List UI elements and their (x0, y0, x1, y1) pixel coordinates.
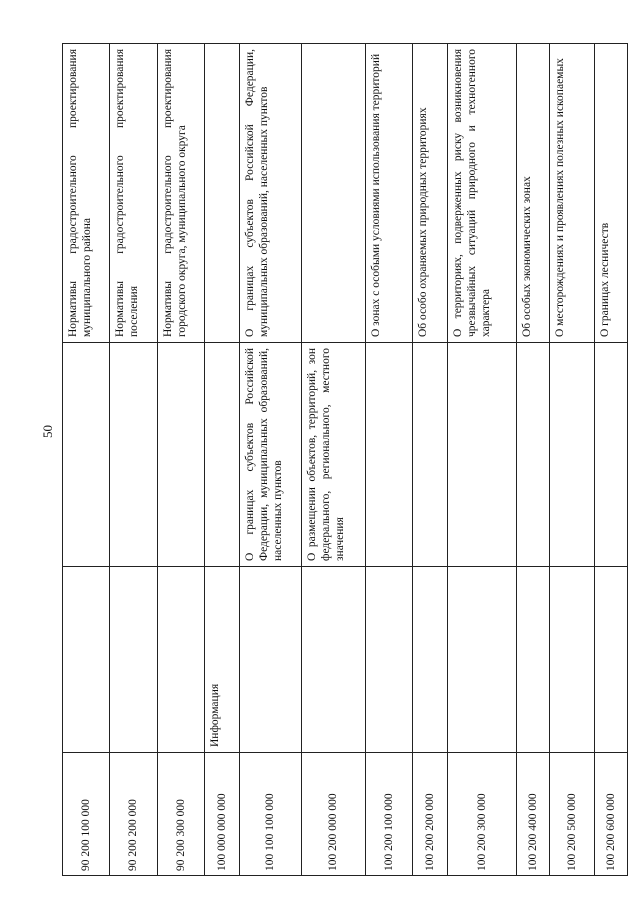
doc-cell: О месторождениях и проявлениях полезных ископаемых (549, 44, 594, 343)
doc-cell: Об особо охраняемых природных территориях (412, 44, 447, 343)
doc-cell (204, 44, 239, 343)
table-row (448, 44, 517, 876)
code-cell: 100 200 200 000 (412, 753, 447, 876)
info-cell (204, 343, 239, 567)
page-number: 50 (40, 425, 55, 438)
code-cell: 100 200 100 000 (365, 753, 412, 876)
name-cell (549, 567, 594, 753)
code-cell: 100 200 500 000 (549, 753, 594, 876)
info-cell (448, 343, 517, 567)
table-row (516, 44, 549, 876)
name-cell (63, 567, 110, 753)
name-cell (240, 567, 301, 753)
name-cell (412, 567, 447, 753)
doc-cell: Нормативы градостроительного проектирования городского округа, муниципального округа (157, 44, 204, 343)
name-cell (110, 567, 157, 753)
doc-cell: О территориях, подверженных риску возникновения чрезвычайных ситуаций природного и техногенного характера (448, 44, 517, 343)
rotated-table-container (62, 44, 628, 876)
name-cell (365, 567, 412, 753)
table-row (301, 44, 365, 876)
name-cell (594, 567, 627, 753)
code-cell: 100 000 000 000 (204, 753, 239, 876)
info-cell (365, 343, 412, 567)
code-cell: 90 200 200 000 (110, 753, 157, 876)
info-cell (157, 343, 204, 567)
info-cell (412, 343, 447, 567)
code-cell: 100 200 600 000 (594, 753, 627, 876)
name-cell (301, 567, 365, 753)
doc-cell: О зонах с особыми условиями использования территорий (365, 44, 412, 343)
table-row (157, 44, 204, 876)
code-cell: 100 200 300 000 (448, 753, 517, 876)
name-cell: Информация (204, 567, 239, 753)
table-row (240, 44, 301, 876)
table-row (412, 44, 447, 876)
table-row (63, 44, 110, 876)
info-cell (549, 343, 594, 567)
doc-cell: Нормативы градостроительного проектирования муниципального района (63, 44, 110, 343)
code-cell: 100 100 100 000 (240, 753, 301, 876)
code-cell: 90 200 100 000 (63, 753, 110, 876)
doc-cell: О границах субъектов Российской Федерации, муниципальных образований, населенных пунктов (240, 44, 301, 343)
info-cell (110, 343, 157, 567)
table-row (365, 44, 412, 876)
info-cell (516, 343, 549, 567)
doc-cell: Нормативы градостроительного проектирования поселения (110, 44, 157, 343)
code-cell: 100 200 400 000 (516, 753, 549, 876)
doc-cell (301, 44, 365, 343)
name-cell (448, 567, 517, 753)
info-cell (63, 343, 110, 567)
name-cell (157, 567, 204, 753)
info-cell: О границах субъектов Российской Федерации, муниципальных образований, населенных пунктов (240, 343, 301, 567)
doc-cell: Об особых экономических зонах (516, 44, 549, 343)
table-row (110, 44, 157, 876)
table-row (594, 44, 627, 876)
classification-table (62, 43, 628, 876)
code-cell: 90 200 300 000 (157, 753, 204, 876)
doc-cell: О границах лесничеств (594, 44, 627, 343)
info-cell: О размещении объектов, территорий, зон федерального, регионального, местного значения (301, 343, 365, 567)
table-row (549, 44, 594, 876)
info-cell (594, 343, 627, 567)
name-cell (516, 567, 549, 753)
code-cell: 100 200 000 000 (301, 753, 365, 876)
table-row (204, 44, 239, 876)
